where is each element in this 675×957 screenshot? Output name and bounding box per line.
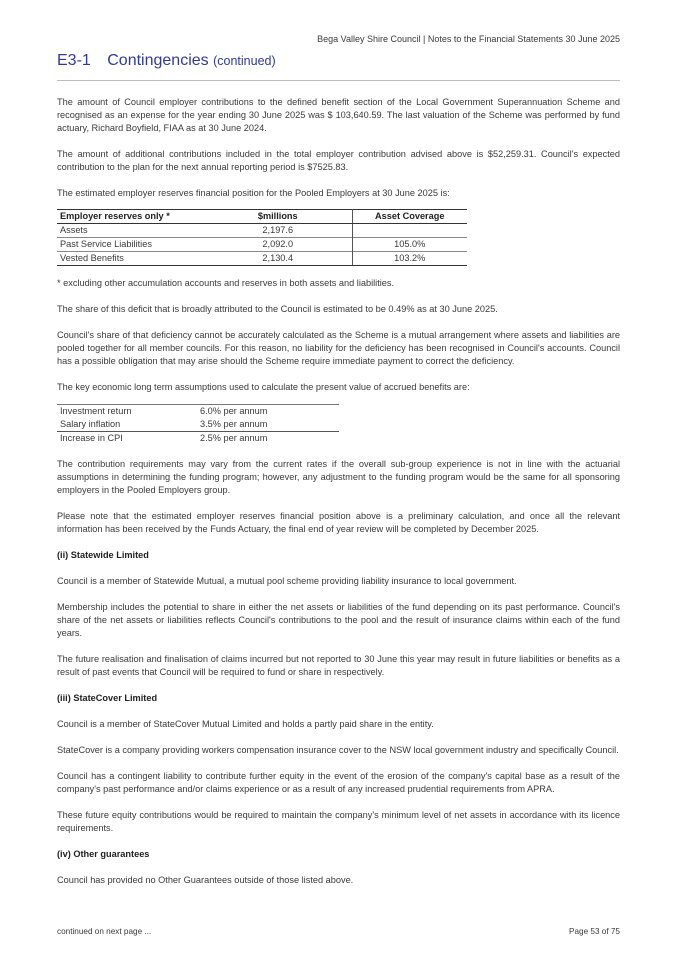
- table-cell: [352, 224, 467, 238]
- subheading-statewide: (ii) Statewide Limited: [57, 550, 149, 560]
- table-cell: Increase in CPI: [60, 433, 123, 443]
- running-header: Bega Valley Shire Council | Notes to the Financial Statements 30 June 2025: [317, 34, 620, 44]
- paragraph: Please note that the estimated employer reserves financial position above is a preliminary calculation, and once all the relevant information has been received by the Funds Actuary, the final end of year review will be completed by December 2025.: [57, 511, 620, 534]
- table-cell: 103.2%: [352, 252, 467, 266]
- table-cell: Assets: [57, 224, 204, 238]
- body-content: [57, 96, 620, 900]
- paragraph: These future equity contributions would be required to maintain the company's minimum level of net assets in accordance with its licence requirements.: [57, 810, 620, 833]
- table-cell: 105.0%: [352, 238, 467, 252]
- paragraph: Membership includes the potential to share in either the net assets or liabilities of the fund depending on its past performance. Council's share of the net assets or liabilities reflects Council's contributions to the pool and the result of insurance claims within each of the fund years.: [57, 602, 620, 638]
- paragraph: The share of this deficit that is broadly attributed to the Council is estimated to be 0.49% as at 30 June 2025.: [57, 304, 498, 314]
- footnote: * excluding other accumulation accounts and reserves in both assets and liabilities.: [57, 278, 395, 288]
- table-cell: Past Service Liabilities: [57, 238, 204, 252]
- table-row: [57, 405, 339, 419]
- table-cell: Vested Benefits: [57, 252, 204, 266]
- table-cell: Investment return: [57, 405, 197, 419]
- table-header: Employer reserves only *: [57, 210, 204, 224]
- continued-note: continued on next page ...: [57, 927, 152, 936]
- section-number: E3-1: [57, 52, 91, 69]
- employer-reserves-table: [57, 209, 467, 266]
- economic-assumptions-table: [57, 404, 339, 445]
- paragraph: The amount of additional contributions included in the total employer contribution advised above is $52,259.31. Council's expected contribution to the plan for the next annual reporting period is $7525.83.: [57, 149, 620, 172]
- paragraph: Council's share of that deficiency cannot be accurately calculated as the Scheme is a mutual arrangement where assets and liabilities are pooled together for all member councils. For this reason, no liability for the deficiency has been recognised in Council's accounts. Council has a possible obligation that may arise should the Scheme require immediate payment to correct the deficiency.: [57, 330, 620, 366]
- paragraph: The amount of Council employer contributions to the defined benefit section of the Local Government Superannuation Scheme and recognised as an expense for the year ending 30 June 2025 was $ 103,640.59. The last valuation of the Scheme was performed by fund actuary, Richard Boyfield, FIAA as at 30 June 2024.: [57, 97, 620, 133]
- section-title: [57, 52, 276, 70]
- table-cell: 3.5% per annum: [197, 418, 339, 432]
- table-cell: 2,197.6: [204, 224, 352, 238]
- paragraph: The key economic long term assumptions used to calculate the present value of accrued benefits are:: [57, 382, 470, 392]
- paragraph: Council is a member of StateCover Mutual Limited and holds a partly paid share in the entity.: [57, 719, 434, 729]
- paragraph: The future realisation and finalisation of claims incurred but not reported to 30 June this year may result in future liabilities or benefits as a result of past events that Council will be required to fund or share in respectively.: [57, 654, 620, 677]
- table-cell: 2.5% per annum: [200, 433, 268, 443]
- section-heading: Contingencies: [107, 52, 209, 69]
- table-header: Asset Coverage: [352, 210, 467, 224]
- subheading-other-guarantees: (iv) Other guarantees: [57, 849, 150, 859]
- paragraph: The estimated employer reserves financial position for the Pooled Employers at 30 June 2025 is:: [57, 188, 450, 198]
- table-row: [57, 224, 467, 238]
- table-header: $millions: [204, 210, 352, 224]
- table-cell: 2,130.4: [204, 252, 352, 266]
- table-row: [57, 252, 467, 266]
- paragraph: The contribution requirements may vary from the current rates if the overall sub-group experience is not in line with the actuarial assumptions in determining the funding program; however, any adjustment to the funding program would be the same for all sponsoring employers in the Pooled Employers group.: [57, 459, 620, 495]
- table-cell: 2,092.0: [204, 238, 352, 252]
- table-row: [57, 238, 467, 252]
- table-row: [57, 418, 339, 432]
- table-row: [57, 432, 339, 446]
- subheading-statecover: (iii) StateCover Limited: [57, 693, 158, 703]
- paragraph: Council has a contingent liability to contribute further equity in the event of the erosion of the company's capital base as a result of the company's past performance and/or claims experience or as a result of any increased prudential requirements from APRA.: [57, 771, 620, 794]
- paragraph: Council is a member of Statewide Mutual, a mutual pool scheme providing liability insurance to local government.: [57, 576, 517, 586]
- table-cell: 6.0% per annum: [197, 405, 339, 419]
- paragraph: Council has provided no Other Guarantees outside of those listed above.: [57, 875, 354, 885]
- paragraph: StateCover is a company providing workers compensation insurance cover to the NSW local government industry and specifically Council.: [57, 745, 619, 755]
- continued-label: (continued): [213, 54, 276, 68]
- title-divider: [57, 80, 620, 81]
- table-cell: Salary inflation: [57, 418, 197, 432]
- page-number: Page 53 of 75: [569, 927, 620, 936]
- table-header-row: [57, 210, 467, 224]
